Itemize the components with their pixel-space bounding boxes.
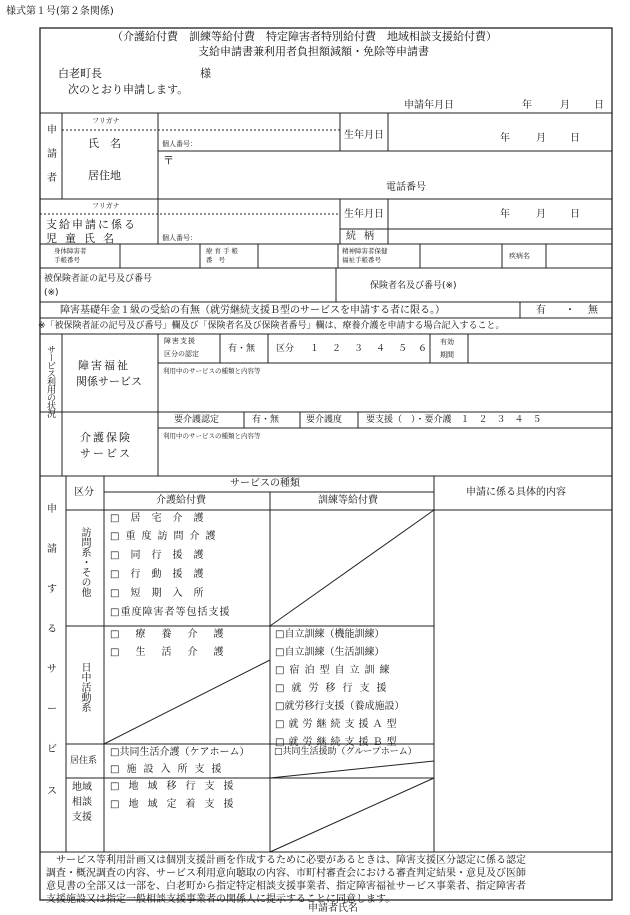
services-vertical-char-5: サ bbox=[47, 664, 57, 675]
applicant-section-char-1: 申 bbox=[47, 125, 57, 136]
care-level-label: 要介護度 bbox=[306, 415, 343, 425]
child-label-line2: 児童氏名 bbox=[46, 232, 122, 245]
details-header: 申請に係る具体的内容 bbox=[466, 487, 566, 498]
rehab-handbook-label-2: 番号 bbox=[206, 256, 231, 264]
category-header: 区分 bbox=[74, 487, 94, 498]
welfare-label-2: 関係サービス bbox=[76, 375, 142, 388]
consent-line-3: 意見書の全部又は一部を、白老町から指定特定相談支援事業者、指定障害福祉サービス事業者、指定障害者 bbox=[46, 881, 526, 892]
note-text: ※「被保険者証の記号及び番号」欄及び「保険者名及び保険者番号」欄は、療養介護を申請する場合記入すること。 bbox=[38, 321, 505, 331]
care-label-1: 介護保険 bbox=[80, 431, 132, 444]
welfare-in-use-note: 利用中のサービスの種類と内容等 bbox=[163, 367, 261, 375]
form-title-line2: 支給申請書兼利用者負担額減額・免除等申請書 bbox=[198, 45, 429, 58]
child-personal-number-label: 個人番号： bbox=[162, 234, 197, 242]
service-employment-transition-training[interactable]: □就労移行支援（養成施設） bbox=[275, 701, 405, 712]
services-vertical-char-1: 申 bbox=[47, 504, 57, 515]
applicant-name-label: 氏 名 bbox=[88, 137, 121, 150]
child-birth-year: 年 bbox=[500, 209, 510, 220]
applicant-birth-year: 年 bbox=[500, 133, 510, 144]
application-date-month: 月 bbox=[560, 100, 570, 111]
service-types-header: サービスの種類 bbox=[230, 478, 300, 489]
intro-text: 次のとおり申請します。 bbox=[68, 83, 189, 96]
service-functional-training[interactable]: □自立訓練（機能訓練） bbox=[275, 629, 385, 640]
service-residential-training[interactable]: □宿泊型自立訓練 bbox=[275, 665, 395, 676]
applicant-personal-number-label: 個人番号： bbox=[162, 140, 197, 148]
service-behavior-support[interactable]: □行動援護 bbox=[110, 569, 215, 580]
training-benefits-header: 訓練等給付費 bbox=[318, 495, 378, 506]
service-employment-transition[interactable]: □就労移行支援 bbox=[275, 683, 394, 694]
services-vertical-char-8: ス bbox=[47, 786, 57, 797]
care-in-use-note: 利用中のサービスの種類と内容等 bbox=[163, 432, 261, 440]
service-community-settlement[interactable]: □地域定着支援 bbox=[110, 799, 243, 810]
applicant-furigana-label: フリガナ bbox=[92, 117, 120, 125]
support-class-label-2: 区分の認定 bbox=[164, 350, 199, 358]
welfare-label-1: 障害福祉 bbox=[78, 359, 130, 372]
insured-number-note: (※) bbox=[44, 288, 59, 298]
consent-line-2: 調査・概況調査の内容、サービス利用意向聴取の内容、市町村審査会における審査判定結果・意見及び医師 bbox=[46, 868, 526, 879]
service-group-home[interactable]: □共同生活援助（グループホーム） bbox=[274, 747, 417, 757]
application-date-year: 年 bbox=[522, 100, 532, 111]
care-label-2: サービス bbox=[80, 447, 132, 460]
care-yes-no: 有・無 bbox=[252, 415, 280, 425]
physical-handbook-label-1: 身体障害者 bbox=[54, 247, 87, 255]
mental-handbook-label-2: 福祉手帳番号 bbox=[342, 256, 381, 264]
care-cert-label: 要介護認定 bbox=[174, 415, 220, 425]
application-date-label: 申請年月日 bbox=[404, 100, 454, 111]
consent-line-4: 支援施設又は指定一般相談支援事業者の関係人に提示することに同意します。 bbox=[46, 894, 396, 905]
form-title-line1: （介護給付費 訓練等給付費 特定障害者特別給付費 地域相談支援給付費） bbox=[112, 30, 497, 43]
class-label: 区分 bbox=[276, 344, 295, 354]
class-6: ６ bbox=[418, 344, 428, 354]
class-3: ３ bbox=[354, 344, 364, 354]
class-5: ５ bbox=[398, 344, 408, 354]
support-class-yes-no: 有・無 bbox=[228, 344, 256, 354]
service-employment-continuation-a[interactable]: □就労継続支援Ａ型 bbox=[275, 719, 401, 730]
insured-number-label: 被保険者証の記号及び番号 bbox=[44, 274, 153, 284]
services-vertical-char-4: る bbox=[47, 624, 57, 635]
residential-category-label: 居住系 bbox=[70, 756, 98, 766]
service-severe-comprehensive-support[interactable]: □重度障害者等包括支援 bbox=[110, 607, 231, 618]
care-level-options: 要支援（ ）・要介護 １ ２ ３ ４ ５ bbox=[366, 415, 542, 425]
physical-handbook-label-2: 手帳番号 bbox=[54, 256, 80, 264]
child-birthdate-label: 生年月日 bbox=[344, 209, 384, 220]
pension-no: 無 bbox=[588, 305, 598, 316]
form-number: 様式第１号(第２条関係) bbox=[6, 6, 114, 17]
services-vertical-char-3: す bbox=[47, 584, 57, 595]
pension-dot: ・ bbox=[565, 305, 575, 316]
applicant-birthdate-label: 生年月日 bbox=[344, 130, 384, 141]
valid-period-label-2: 期間 bbox=[440, 351, 454, 359]
pension-question: 障害基礎年金１級の受給の有無（就労継続支援Ｂ型のサービスを申請する者に限る。） bbox=[60, 305, 445, 316]
visit-category-label: 訪問系・その他 bbox=[79, 527, 90, 597]
applicant-section-char-3: 者 bbox=[47, 173, 57, 184]
day-category-label: 日中活動系 bbox=[79, 662, 90, 712]
service-facility-admission[interactable]: □施設入所支援 bbox=[110, 764, 229, 775]
class-1: １ bbox=[310, 344, 320, 354]
applicant-address-label: 居住地 bbox=[88, 169, 121, 182]
service-community-transition[interactable]: □地域移行支援 bbox=[110, 781, 243, 792]
services-vertical-char-2: 請 bbox=[47, 544, 57, 555]
service-short-stay[interactable]: □短期入所 bbox=[110, 588, 215, 599]
honorific: 様 bbox=[200, 67, 211, 80]
usage-vertical-label: サービス利用の状況 bbox=[45, 345, 55, 417]
child-birth-month: 月 bbox=[536, 209, 546, 220]
services-vertical-char-6: ー bbox=[47, 704, 57, 715]
applicant-birth-day: 日 bbox=[570, 133, 580, 144]
child-relationship-label: 続柄 bbox=[346, 231, 382, 242]
consent-line-1: サービス等利用計画又は個別支援計画を作成するために必要があるときは、障害支援区分認定に係る認定 bbox=[56, 855, 526, 866]
applicant-phone-label: 電話番号 bbox=[386, 182, 426, 193]
applicant-birth-month: 月 bbox=[536, 133, 546, 144]
support-class-label-1: 障害支援 bbox=[164, 337, 196, 345]
child-label-line1: 支給申請に係る bbox=[46, 218, 137, 231]
postal-mark: 〒 bbox=[163, 154, 174, 167]
valid-period-label-1: 有効 bbox=[440, 338, 454, 346]
service-life-training[interactable]: □自立訓練（生活訓練） bbox=[275, 647, 385, 658]
service-care-home[interactable]: □共同生活介護（ケアホーム） bbox=[110, 747, 250, 758]
service-accompany-support[interactable]: □同行援護 bbox=[110, 550, 215, 561]
class-2: ２ bbox=[332, 344, 342, 354]
community-category-label-1: 地域 bbox=[72, 782, 92, 793]
class-4: ４ bbox=[376, 344, 386, 354]
community-category-label-2: 相談 bbox=[72, 797, 92, 808]
services-vertical-char-7: ビ bbox=[47, 744, 57, 755]
pension-yes: 有 bbox=[536, 305, 546, 316]
care-benefits-header: 介護給付費 bbox=[156, 495, 206, 506]
child-furigana-label: フリガナ bbox=[92, 202, 120, 210]
service-employment-continuation-b[interactable]: □就労継続支援Ｂ型 bbox=[275, 737, 401, 748]
insurer-label: 保険者名及び番号(※) bbox=[370, 281, 457, 291]
service-severe-visit-care[interactable]: □重度訪問介護 bbox=[110, 531, 222, 542]
disease-name-label: 疾病名 bbox=[509, 252, 530, 260]
service-home-care[interactable]: □居宅介護 bbox=[110, 513, 215, 524]
child-birth-day: 日 bbox=[570, 209, 580, 220]
community-category-label-3: 支援 bbox=[72, 812, 92, 823]
addressee: 白老町長 bbox=[58, 67, 102, 80]
application-date-day: 日 bbox=[594, 100, 604, 111]
applicant-name-signature-label: 申請者氏名 bbox=[308, 903, 358, 914]
service-medical-care[interactable]: □療養介護 bbox=[110, 629, 240, 640]
mental-handbook-label-1: 精神障害者保健 bbox=[342, 247, 388, 255]
applicant-section-char-2: 請 bbox=[47, 149, 57, 160]
rehab-handbook-label-1: 療育手帳 bbox=[206, 247, 240, 255]
service-life-care[interactable]: □生活介護 bbox=[110, 647, 240, 658]
